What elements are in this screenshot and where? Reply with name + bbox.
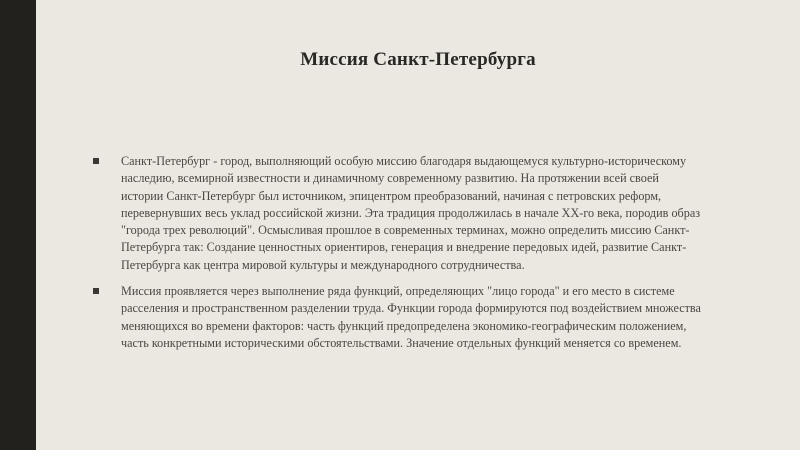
left-accent-bar bbox=[0, 0, 36, 450]
bullet-list bbox=[92, 153, 704, 361]
square-bullet-icon bbox=[93, 288, 99, 294]
square-bullet-icon bbox=[93, 158, 99, 164]
slide-title: Миссия Санкт-Петербурга bbox=[300, 49, 536, 70]
bullet-item bbox=[92, 283, 704, 352]
bullet-item bbox=[92, 153, 704, 274]
bullet-text: Санкт-Петербург - город, выполняющий особую миссию благодаря выдающемуся культурно-историческому наследию, всемирной известности и динамичному современному развитию. На протяжении всей своей истории Санкт-Петербург был источником, эпицентром преобразований, начиная с петровских реформ, перевернувших весь уклад российской жизни. Эта традиция продолжилась в начале XX-го века, породив образ "города трех революций". Осмысливая прошлое в современных терминах, можно определить миссию Санкт-Петербурга так: Создание ценностных ориентиров, генерация и внедрение передовых идей, развитие Санкт-Петербурга как центра мировой культуры и международного сотрудничества. bbox=[121, 154, 701, 272]
bullet-text: Миссия проявляется через выполнение ряда функций, определяющих "лицо города" и его место в системе расселения и пространственном разделении труда. Функции города формируются под воздействием множества меняющихся во времени факторов: часть функций предопределена экономико-географическим положением, часть конкретными историческими обстоятельствами. Значение отдельных функций меняется со временем. bbox=[121, 284, 701, 350]
